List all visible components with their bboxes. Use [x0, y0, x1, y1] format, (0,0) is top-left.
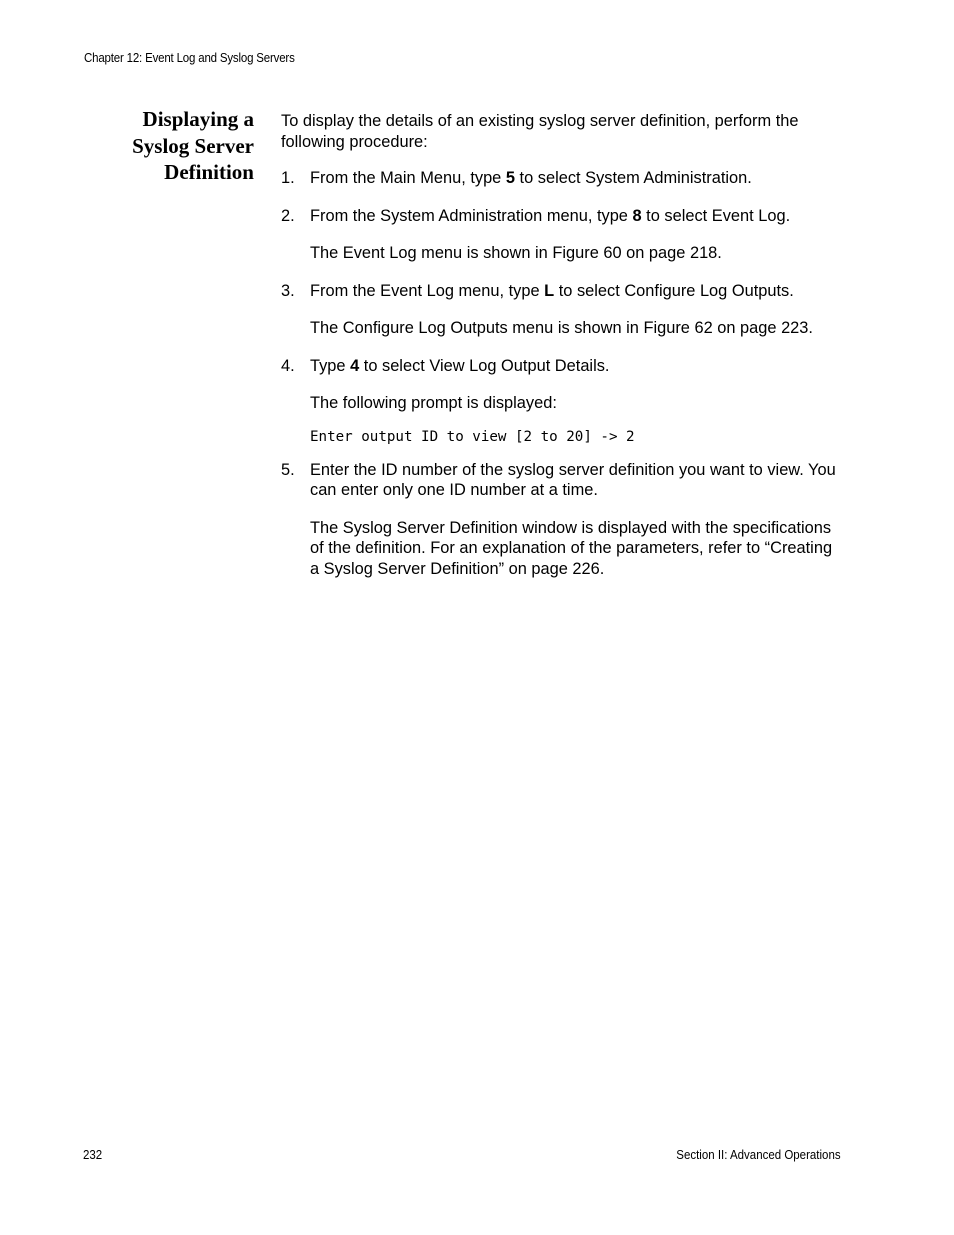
- running-header: Chapter 12: Event Log and Syslog Servers: [84, 51, 295, 65]
- section-heading-line: Syslog Server: [132, 133, 254, 158]
- step-item: [281, 206, 841, 264]
- menu-key: 8: [632, 206, 642, 225]
- menu-key: 5: [505, 169, 515, 187]
- intro-paragraph: To display the details of an existing syslog server definition, perform the following procedure:: [281, 112, 799, 151]
- step-note: The Event Log menu is shown in Figure 60 on page 218.: [310, 244, 722, 262]
- page-number: 232: [83, 1148, 103, 1162]
- menu-key: L: [544, 281, 555, 300]
- step-note: The following prompt is displayed:: [310, 394, 557, 412]
- procedure-steps: [281, 168, 841, 579]
- footer-section: Section II: Advanced Operations: [676, 1148, 841, 1162]
- step-number: 4.: [281, 356, 295, 375]
- step-instruction: Enter the ID number of the syslog server definition you want to view. You can enter only one ID number at a time.: [310, 460, 836, 499]
- section-heading-line: Definition: [164, 160, 254, 184]
- step-note: The Syslog Server Definition window is displayed with the specifications of the definition. For an explanation of the parameters, refer to “Creating a Syslog Server Definition” on page 226.: [310, 518, 833, 578]
- menu-key: 4: [350, 356, 360, 375]
- procedure-body: [281, 111, 841, 579]
- step-number: 2.: [281, 206, 295, 225]
- section-heading: [90, 106, 254, 186]
- step-note: The Configure Log Outputs menu is shown in Figure 62 on page 223.: [310, 319, 813, 337]
- step-instruction: From the System Administration menu, type 8 to select Event Log.: [310, 206, 791, 225]
- section-heading-line: Displaying a: [142, 107, 254, 131]
- step-item: [281, 168, 841, 189]
- step-number: 5.: [281, 460, 295, 479]
- step-item: [281, 281, 841, 339]
- step-instruction: Type 4 to select View Log Output Details.: [310, 356, 610, 375]
- step-item: [281, 460, 841, 580]
- prompt-code: Enter output ID to view [2 to 20] -> 2: [310, 428, 635, 445]
- step-item: [281, 356, 841, 447]
- step-instruction: From the Event Log menu, type L to select Configure Log Outputs.: [310, 281, 794, 300]
- step-number: 1.: [281, 169, 295, 187]
- step-number: 3.: [281, 281, 295, 300]
- step-instruction: From the Main Menu, type 5 to select System Administration.: [310, 169, 752, 187]
